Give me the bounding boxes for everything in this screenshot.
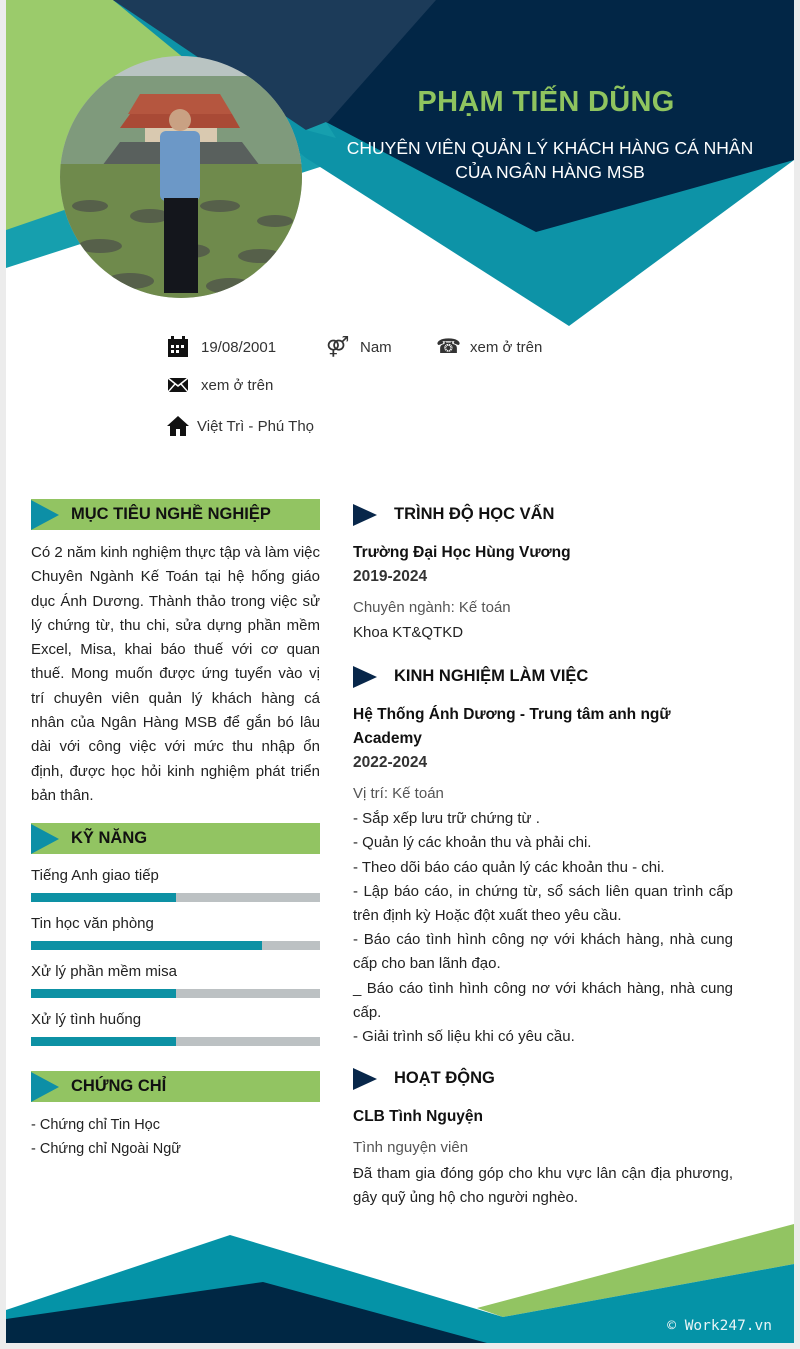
certificates-list — [31, 1113, 320, 1161]
email-value: xem ở trên — [201, 376, 274, 394]
skill-item: Tiếng Anh giao tiếp — [31, 867, 320, 902]
skill-bar-fill — [31, 1037, 176, 1046]
profile-photo — [60, 56, 302, 298]
experience-duties — [353, 807, 733, 1049]
gender-value: Nam — [360, 338, 392, 356]
activity-description: Đã tham gia đóng góp cho khu vực lân cận địa phương, gây quỹ ủng hộ cho người nghèo. — [353, 1165, 733, 1207]
left-column — [31, 499, 320, 1161]
education-years: 2019-2024 — [353, 568, 428, 585]
contact-birthday — [167, 336, 276, 358]
activity-org: CLB Tình Nguyện — [353, 1108, 484, 1126]
skill-bar-fill — [31, 893, 176, 902]
duty-item: - Giải trình số liệu khi có yêu cầu. — [353, 1028, 575, 1046]
education-school: Trường Đại Học Hùng Vương — [353, 544, 571, 561]
cv-page — [6, 0, 794, 1343]
birthday-value: 19/08/2001 — [201, 338, 277, 356]
home-icon — [167, 415, 189, 437]
candidate-title: CHUYÊN VIÊN QUẢN LÝ KHÁCH HÀNG CÁ NHÂN CỦA NGÂN HÀNG MSB — [346, 138, 754, 182]
duty-item: _ Báo cáo tình hình công nơ với khách hàng, nhà cung cấp. — [353, 979, 733, 1021]
skill-item: Xử lý tình huống — [31, 1011, 320, 1046]
duty-item: - Báo cáo tình hình công nợ với khách hàng, nhà cung cấp cho ban lãnh đạo. — [353, 931, 733, 973]
gender-icon: ⚤ — [326, 336, 350, 358]
experience-years: 2022-2024 — [353, 754, 428, 772]
education-major: Chuyên ngành: Kế toán — [353, 599, 511, 616]
activity-role: Tình nguyện viên — [353, 1139, 469, 1157]
duty-item: - Theo dõi báo cáo quản lý các khoản thu - chi. — [353, 858, 665, 876]
certificate-item: - Chứng chỉ Tin Học — [31, 1117, 160, 1134]
duty-item: - Lập báo cáo, in chứng từ, sổ sách liên quan trình cấp trên định kỳ Hoặc đột xuất theo yêu cầu. — [353, 882, 733, 925]
phone-icon: ☎ — [436, 336, 461, 358]
watermark: © Work247.vn — [667, 1318, 772, 1334]
triangle-marker-icon — [31, 500, 59, 530]
triangle-marker-icon — [353, 1068, 377, 1090]
contact-phone — [436, 336, 542, 358]
certificates-heading: CHỨNG CHỈ — [31, 1071, 320, 1102]
skill-item: Xử lý phần mềm misa — [31, 963, 320, 998]
objective-heading: MỤC TIÊU NGHỀ NGHIỆP — [31, 499, 320, 530]
skill-bar — [31, 893, 320, 902]
objective-text: Có 2 năm kinh nghiệm thực tập và làm việc Chuyên Ngành Kế Toán tại hệ hống giáo dục Ánh Dương. Thành thảo trong việc sử lý chứng từ, thu chi, sửa dựng phần mềm Excel, Misa, khai báo thuế với cơ quan thuế. Mong muốn được ứng tuyển vào vị trí chuyên viên quản lý khách hàng cá nhân của Ngân Hàng MSB để gắn bó lâu dài với công việc với mức thu nhập ổn định, được học hỏi kinh nghiệm phát triển bản thân. — [31, 544, 320, 804]
skill-bar — [31, 941, 320, 950]
experience-position: Vị trí: Kế toán — [353, 785, 444, 803]
experience-company: Hệ Thống Ánh Dương - Trung tâm anh ngữ Academy — [353, 706, 671, 748]
skills-heading: KỸ NĂNG — [31, 823, 320, 854]
skill-item: Tin học văn phòng — [31, 915, 320, 950]
envelope-icon — [167, 374, 189, 396]
triangle-marker-icon — [31, 1072, 59, 1102]
address-value: Việt Trì - Phú Thọ — [197, 417, 315, 435]
right-column — [353, 499, 733, 1211]
duty-item: - Sắp xếp lưu trữ chứng từ . — [353, 810, 540, 828]
triangle-marker-icon — [353, 504, 377, 526]
contact-gender — [326, 336, 392, 358]
duty-item: - Quản lý các khoản thu và phải chi. — [353, 834, 592, 852]
skills-list — [31, 867, 320, 1046]
phone-value: xem ở trên — [470, 338, 543, 356]
skill-bar — [31, 989, 320, 998]
activities-heading: HOẠT ĐỘNG — [353, 1063, 733, 1094]
candidate-name: PHẠM TIẾN DŨNG — [417, 86, 675, 118]
certificate-item: - Chứng chỉ Ngoài Ngữ — [31, 1141, 181, 1158]
triangle-marker-icon — [31, 824, 59, 854]
skill-bar-fill — [31, 989, 176, 998]
contact-address — [167, 415, 314, 437]
education-faculty: Khoa KT&QTKD — [353, 624, 464, 641]
skill-bar — [31, 1037, 320, 1046]
calendar-icon — [167, 336, 189, 358]
experience-heading: KINH NGHIỆM LÀM VIỆC — [353, 661, 733, 692]
triangle-marker-icon — [353, 666, 377, 688]
education-heading: TRÌNH ĐỘ HỌC VẤN — [353, 499, 733, 530]
skill-bar-fill — [31, 941, 262, 950]
contact-email — [167, 374, 273, 396]
